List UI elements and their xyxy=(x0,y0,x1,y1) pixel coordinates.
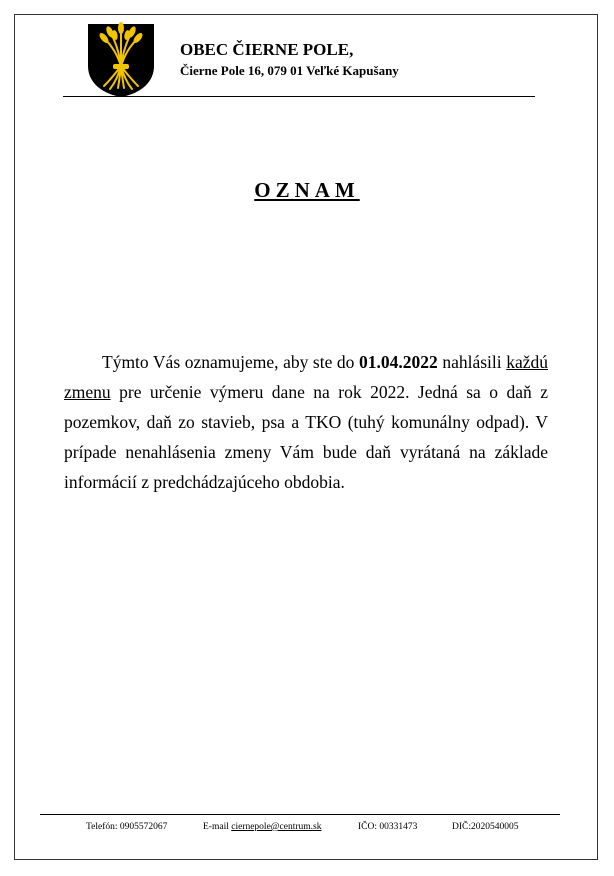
org-name: OBEC ČIERNE POLE, xyxy=(180,40,354,59)
body-text-1: Týmto Vás oznamujeme, aby ste do xyxy=(102,352,359,372)
document-title: OZNAM xyxy=(254,178,360,202)
footer-dic: DIČ:2020540005 xyxy=(452,822,519,832)
wheat-sheaf-crest-icon xyxy=(86,22,156,98)
email-link[interactable]: ciernepole@centrum.sk xyxy=(231,822,322,832)
body-text-3: pre určenie výmeru dane na rok 2022. Jedná sa o daň z pozemkov, daň zo stavieb, psa a TKO (tuhý komunálny odpad). V prípade nenahlásenia zmeny Vám bude daň vyrátaná na základe informácií z predchádzajúceho obdobia. xyxy=(64,382,548,492)
footer-ico: IČO: 00331473 xyxy=(358,822,418,832)
org-address: Čierne Pole 16, 079 01 Veľké Kapušany xyxy=(180,63,399,78)
footer-email-label: E-mail xyxy=(203,822,232,832)
footer-divider xyxy=(40,814,560,815)
body-text-2: nahlásili xyxy=(437,352,507,372)
header-divider xyxy=(63,96,535,97)
underlined-phrase: každú zmenu xyxy=(64,352,548,402)
deadline-date: 01.04.2022 xyxy=(359,352,438,372)
notice-body xyxy=(64,347,548,497)
footer-email xyxy=(203,822,322,832)
footer-phone: Telefón: 0905572067 xyxy=(86,822,168,832)
